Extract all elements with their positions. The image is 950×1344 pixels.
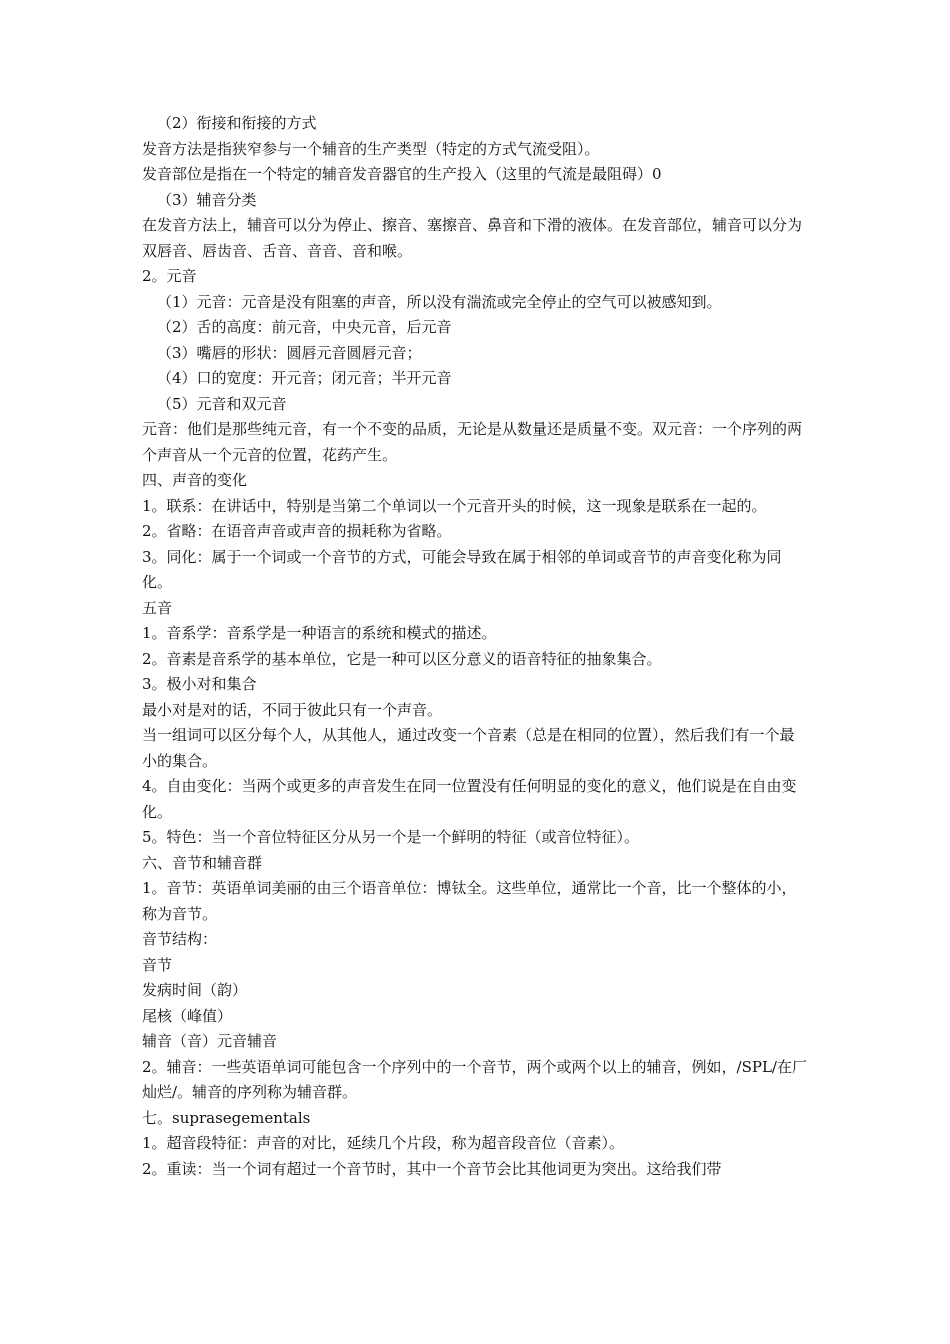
paragraph-line: 当一组词可以区分每个人，从其他人，通过改变一个音素（总是在相同的位置），然后我们有一个最小的集合。 bbox=[142, 726, 795, 770]
paragraph-line: 5。特色：当一个音位特征区分从另一个是一个鲜明的特征（或音位特征）。 bbox=[142, 828, 640, 846]
paragraph-line: （1）元音：元音是没有阻塞的声音，所以没有湍流或完全停止的空气可以被感知到。 bbox=[157, 292, 722, 311]
paragraph-line: 四、声音的变化 bbox=[142, 471, 248, 489]
paragraph-line: 尾核（峰值） bbox=[142, 1006, 233, 1025]
paragraph-line: 六、音节和辅音群 bbox=[142, 853, 263, 872]
paragraph-line: 3。同化：属于一个词或一个音节的方式，可能会导致在属于相邻的单词或音节的声音变化称为同化。 bbox=[142, 547, 782, 591]
paragraph-line: 2。元音 bbox=[142, 267, 197, 285]
paragraph-line: 辅音（音）元音辅音 bbox=[142, 1032, 278, 1050]
paragraph-line: 音节结构： bbox=[142, 930, 218, 948]
paragraph-line: 发音部位是指在一个特定的辅音发音器官的生产投入（这里的气流是最阻碍）0 bbox=[142, 165, 662, 183]
paragraph-line: 2。重读：当一个词有超过一个音节时，其中一个音节会比其他词更为突出。这给我们带 bbox=[142, 1159, 722, 1178]
paragraph-line: 2。辅音：一些英语单词可能包含一个序列中的一个音节，两个或两个以上的辅音，例如，/SPL/在厂灿烂/。辅音的序列称为辅音群。 bbox=[142, 1057, 807, 1101]
paragraph-line: （4）口的宽度：开元音；闭元音；半开元音 bbox=[157, 369, 452, 387]
paragraph-line: 七。suprasegementals bbox=[142, 1108, 311, 1127]
paragraph-line: 1。音系学：音系学是一种语言的系统和模式的描述。 bbox=[142, 624, 497, 642]
paragraph-line: 五音 bbox=[142, 598, 173, 617]
paragraph-line: （3）辅音分类 bbox=[157, 190, 257, 209]
paragraph-line: 在发音方法上，辅音可以分为停止、擦音、塞擦音、鼻音和下滑的液体。在发音部位，辅音可以分为双唇音、唇齿音、舌音、音音、音和喉。 bbox=[142, 216, 803, 260]
paragraph-line: 1。超音段特征：声音的对比，延续几个片段，称为超音段音位（音素）。 bbox=[142, 1134, 625, 1152]
paragraph-line: 4。自由变化：当两个或更多的声音发生在同一位置没有任何明显的变化的意义，他们说是在自由变化。 bbox=[142, 777, 797, 821]
paragraph-line: 元音：他们是那些纯元音，有一个不变的品质，无论是从数量还是质量不变。双元音：一个序列的两个声音从一个元音的位置，花药产生。 bbox=[142, 420, 803, 464]
paragraph-line: 2。音素是音系学的基本单位，它是一种可以区分意义的语音特征的抽象集合。 bbox=[142, 649, 662, 668]
paragraph-line: 最小对是对的话，不同于彼此只有一个声音。 bbox=[142, 700, 443, 719]
paragraph-line: （5）元音和双元音 bbox=[157, 394, 287, 413]
paragraph-line: 发音方法是指狭窄参与一个辅音的生产类型（特定的方式气流受阻）。 bbox=[142, 139, 600, 158]
paragraph-line: 发病时间（韵） bbox=[142, 981, 248, 999]
paragraph-line: 1。联系：在讲话中，特别是当第二个单词以一个元音开头的时候，这一现象是联系在一起的。 bbox=[142, 496, 767, 515]
paragraph-line: 1。音节：英语单词美丽的由三个语音单位：博钛全。这些单位，通常比一个音，比一个整体的小，称为音节。 bbox=[142, 879, 797, 923]
paragraph-line: 3。极小对和集合 bbox=[142, 675, 257, 693]
paragraph-line: 2。省略：在语音声音或声音的损耗称为省略。 bbox=[142, 522, 452, 540]
paragraph-line: （2）衔接和衔接的方式 bbox=[157, 114, 317, 132]
paragraph-line: 音节 bbox=[142, 955, 173, 974]
paragraph-line: （2）舌的高度：前元音，中央元音，后元音 bbox=[157, 318, 452, 336]
document-body bbox=[142, 111, 808, 1182]
paragraph-line: （3）嘴唇的形状：圆唇元音圆唇元音； bbox=[157, 343, 422, 362]
